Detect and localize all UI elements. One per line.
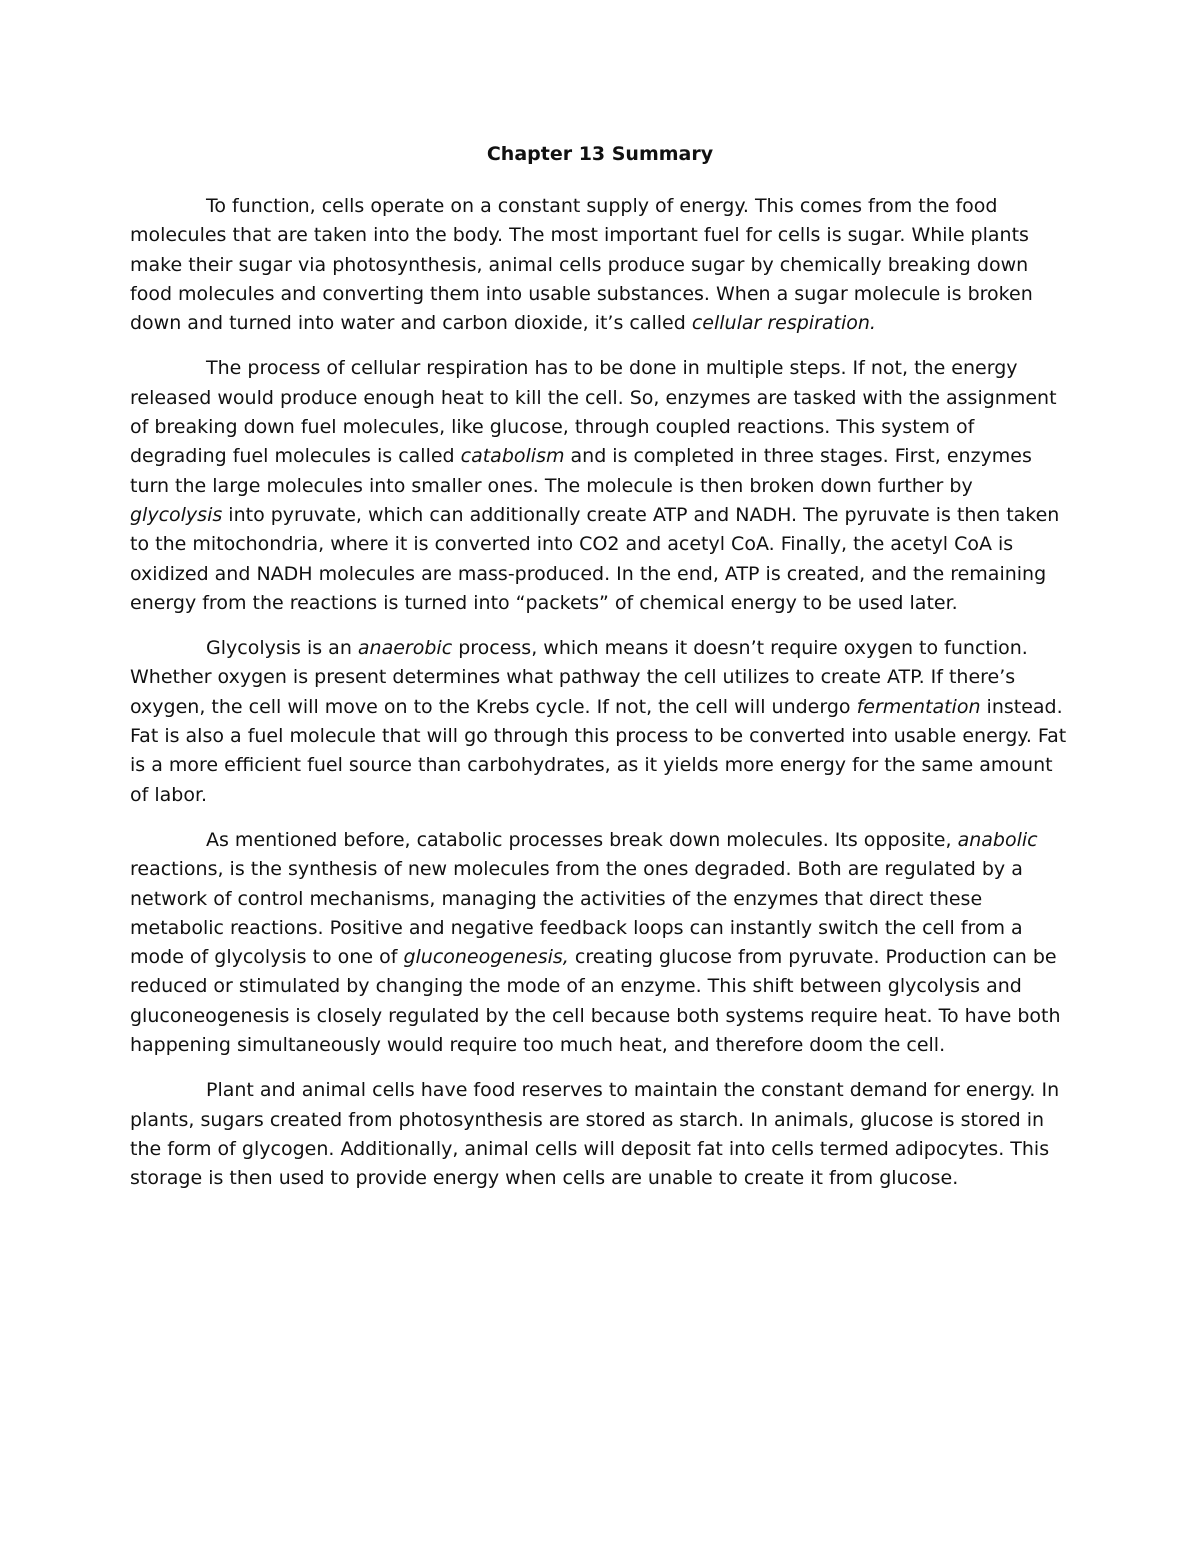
paragraph: [130, 634, 1070, 810]
italic-term: fermentation: [856, 695, 981, 718]
text-run: creating glucose from pyruvate. Production can be reduced or stimulated by changing the mode of an enzyme. This shift between glycolysis and gluconeogenesis is closely regulated by the cell because both systems require heat. To have both happening simultaneously would require too much heat, and therefore doom the cell.: [130, 946, 1061, 1057]
text-run: instead. Fat is also a fuel molecule that will go through this process to be converted into usable energy. Fat is a more efficient fuel source than carbohydrates, as it yields more energy for the same amount of labor.: [130, 695, 1067, 806]
page-title: Chapter 13 Summary: [486, 143, 714, 165]
text-run: The process of cellular respiration has to be done in multiple steps. If not, the energy released would produce enough heat to kill the cell. So, enzymes are tasked with the assignment of breaking down fuel molecules, like glucose, through coupled reactions. This system of degrading fuel molecules is called: [130, 357, 1057, 468]
paragraph: [130, 1076, 1070, 1193]
paragraph: [130, 826, 1070, 1060]
text-run: As mentioned before, catabolic processes break down molecules. Its opposite,: [206, 828, 958, 851]
paragraph: [130, 192, 1070, 338]
text-run: reactions, is the synthesis of new molecules from the ones degraded. Both are regulated by a network of control mechanisms, managing the activities of the enzymes that direct these metabolic reactions. Positive and negative feedback loops can instantly switch the cell from a mode of glycolysis to one of: [130, 858, 1023, 969]
italic-term: gluconeogenesis,: [403, 946, 569, 969]
text-run: and is completed in three stages. First, enzymes turn the large molecules into smaller ones. The molecule is then broken down further by: [130, 445, 1032, 497]
text-run: Glycolysis is an: [206, 637, 358, 660]
text-run: To function, cells operate on a constant supply of energy. This comes from the food molecules that are taken into the body. The most important fuel for cells is sugar. While plants make their sugar via photosynthesis, animal cells produce sugar by chemically breaking down food molecules and converting them into usable substances. When a sugar molecule is broken down and turned into water and carbon dioxide, it’s called: [130, 195, 1033, 335]
document-body: [0, 192, 1200, 1194]
italic-term: glycolysis: [130, 503, 223, 526]
italic-term: catabolism: [460, 445, 565, 468]
italic-term: anabolic: [957, 828, 1038, 851]
italic-term: anaerobic: [357, 637, 453, 660]
text-run: process, which means it doesn’t require oxygen to function. Whether oxygen is present determines what pathway the cell utilizes to create ATP. If there’s oxygen, the cell will move on to the Krebs cycle. If not, the cell will undergo: [130, 637, 1028, 718]
text-run: into pyruvate, which can additionally create ATP and NADH. The pyruvate is then taken to the mitochondria, where it is converted into CO2 and acetyl CoA. Finally, the acetyl CoA is oxidized and NADH molecules are mass-produced. In the end, ATP is created, and the remaining energy from the reactions is turned into “packets” of chemical energy to be used later.: [130, 503, 1060, 614]
paragraph: [130, 354, 1070, 618]
text-run: Plant and animal cells have food reserves to maintain the constant demand for energy. In plants, sugars created from photosynthesis are stored as starch. In animals, glucose is stored in the form of glycogen. Additionally, animal cells will deposit fat into cells termed adipocytes. This storage is then used to provide energy when cells are unable to create it from glucose.: [130, 1079, 1060, 1190]
italic-term: cellular respiration.: [691, 312, 876, 335]
